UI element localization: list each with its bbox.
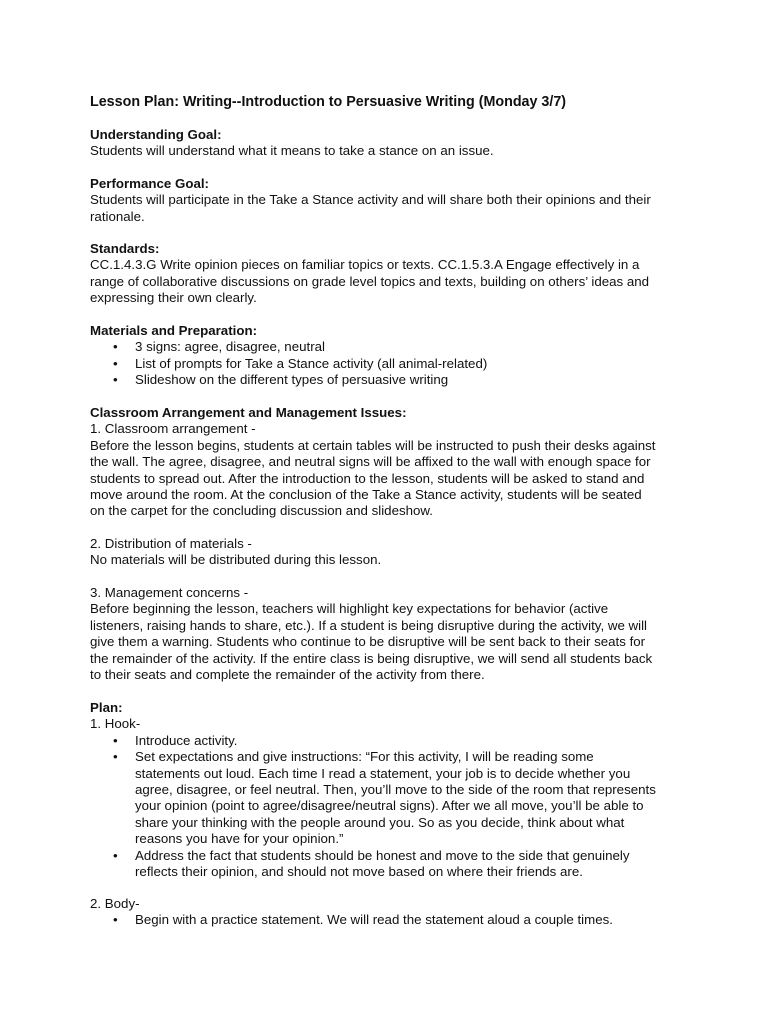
list-item-line: statements out loud. Each time I read a statement, your job is to decide whether you <box>135 765 631 781</box>
standards-section <box>90 241 690 307</box>
list-item-text: Begin with a practice statement. We will read the statement aloud a couple times. <box>135 912 613 928</box>
management-line: listeners, raising hands to share, etc.). If a student is being disruptive during the activity, we will <box>90 617 648 633</box>
list-item <box>90 912 690 928</box>
list-item <box>90 733 690 749</box>
understanding-goal-text: Students will understand what it means to take a stance on an issue. <box>90 143 494 159</box>
classroom-heading: Classroom Arrangement and Management Issues: <box>90 405 407 420</box>
lesson-title: Lesson Plan: Writing--Introduction to Persuasive Writing (Monday 3/7) <box>90 94 567 110</box>
list-item <box>90 749 690 847</box>
arrangement-line: on the carpet for the concluding discussion and slideshow. <box>90 503 433 519</box>
distribution-section <box>90 536 690 569</box>
list-item-text: List of prompts for Take a Stance activity (all animal-related) <box>135 355 488 371</box>
list-item-line: reasons you have for your opinion.” <box>135 831 344 847</box>
list-item <box>90 356 690 372</box>
management-line: give them a warning. Students who continue to be disruptive will be sent back to their seats for <box>90 634 646 650</box>
list-item <box>90 372 690 388</box>
list-item <box>90 848 690 881</box>
management-section <box>90 585 690 683</box>
list-item-line: Set expectations and give instructions: “For this activity, I will be reading some <box>135 749 594 765</box>
bullet-icon: • <box>113 749 118 765</box>
bullet-icon: • <box>113 912 118 928</box>
bullet-icon: • <box>113 732 118 748</box>
bullet-icon: • <box>113 355 118 371</box>
standards-line: expressing their own clearly. <box>90 290 257 306</box>
list-item-line: your opinion (point to agree/disagree/neutral signs). After we all move, you’ll be able to <box>135 798 644 814</box>
body-list <box>90 912 690 928</box>
list-item <box>90 339 690 355</box>
management-label: 3. Management concerns - <box>90 585 249 600</box>
performance-goal-heading: Performance Goal: <box>90 176 209 191</box>
list-item-text: Slideshow on the different types of persuasive writing <box>135 372 449 388</box>
arrangement-line: students to spread out. After the introduction to the lesson, students will be asked to stand and <box>90 470 645 486</box>
materials-heading: Materials and Preparation: <box>90 323 257 338</box>
arrangement-line: Before the lesson begins, students at certain tables will be instructed to push their desks against <box>90 437 656 453</box>
body-section <box>90 896 690 929</box>
understanding-goal-heading: Understanding Goal: <box>90 127 222 142</box>
standards-heading: Standards: <box>90 241 160 256</box>
bullet-icon: • <box>113 847 118 863</box>
distribution-text: No materials will be distributed during this lesson. <box>90 552 382 568</box>
performance-goal-line: Students will participate in the Take a Stance activity and will share both their opinions and their <box>90 192 651 208</box>
bullet-icon: • <box>113 372 118 388</box>
management-line: the remainder of the activity. If the entire class is being disruptive, we will send all students back <box>90 650 653 666</box>
plan-section <box>90 700 690 880</box>
plan-heading: Plan: <box>90 700 123 715</box>
hook-label: 1. Hook- <box>90 716 141 732</box>
performance-goal-line: rationale. <box>90 208 145 224</box>
bullet-icon: • <box>113 339 118 355</box>
standards-line: range of collaborative discussions on grade level topics and texts, building on others’ ideas and <box>90 273 650 289</box>
list-item-line: agree, disagree, or feel neutral. Then, you’ll move to the side of the room that represents <box>135 782 656 798</box>
standards-line: CC.1.4.3.G Write opinion pieces on familiar topics or texts. CC.1.5.3.A Engage effectively in a <box>90 257 640 273</box>
arrangement-line: move around the room. At the conclusion of the Take a Stance activity, students will be seated <box>90 487 642 503</box>
hook-list <box>90 733 690 881</box>
materials-section <box>90 323 690 389</box>
performance-goal-section <box>90 176 690 225</box>
list-item-line: share your thinking with the people around you. So as you decide, think about what <box>135 814 625 830</box>
list-item-line: Address the fact that students should be honest and move to the side that genuinely <box>135 847 630 863</box>
distribution-label: 2. Distribution of materials - <box>90 536 252 551</box>
arrangement-line: the wall. The agree, disagree, and neutral signs will be affixed to the wall with enough space for <box>90 454 651 470</box>
body-label: 2. Body- <box>90 896 140 911</box>
classroom-section <box>90 405 690 520</box>
management-line: Before beginning the lesson, teachers will highlight key expectations for behavior (active <box>90 601 609 617</box>
understanding-goal-section <box>90 127 690 160</box>
list-item-text: 3 signs: agree, disagree, neutral <box>135 339 325 355</box>
materials-list <box>90 339 690 388</box>
list-item-line: reflects their opinion, and should not move based on where their friends are. <box>135 864 583 880</box>
management-line: to their seats and complete the remainder of the activity from there. <box>90 667 485 683</box>
arrangement-label: 1. Classroom arrangement - <box>90 421 256 437</box>
list-item-text: Introduce activity. <box>135 732 238 748</box>
